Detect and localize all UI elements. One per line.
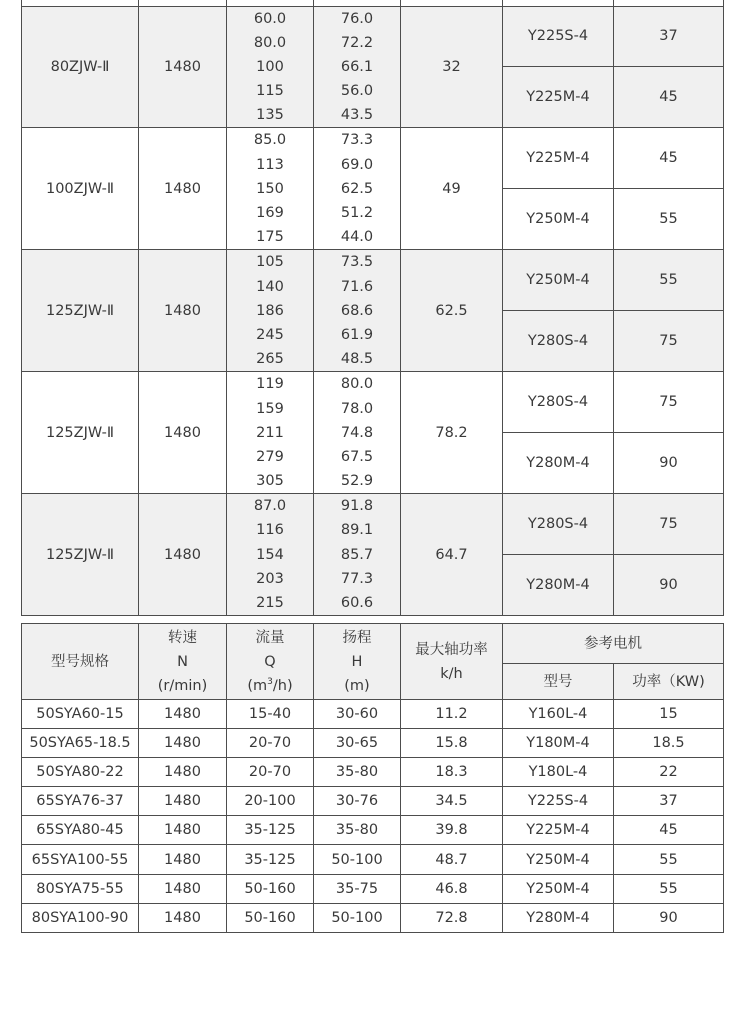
- performance-group-row: [22, 6, 724, 67]
- head-cell-value: 61.9: [340, 326, 374, 343]
- head-cell-value: 60.6: [340, 595, 374, 611]
- flow-cell-value: 87.0: [253, 498, 287, 515]
- header-motor-power: 功率（KW): [614, 664, 724, 700]
- sya-power-cell: 55: [614, 874, 724, 903]
- flow-cell-value: 150: [256, 180, 284, 197]
- sya-flow-cell: 15-40: [227, 700, 314, 729]
- sya-motor-cell: Y280M-4: [503, 903, 614, 932]
- performance-group-row: [22, 250, 724, 311]
- speed-cell: 1480: [139, 494, 227, 616]
- motor-power-cell: 75: [614, 311, 724, 372]
- flow-cell-value: 169: [256, 205, 284, 221]
- sya-model-cell: 50SYA65-18.5: [22, 729, 139, 758]
- sya-table-row: [22, 758, 724, 787]
- speed-cell: 1480: [139, 250, 227, 372]
- sya-table-row: [22, 787, 724, 816]
- header-speed: [139, 624, 227, 700]
- head-cell-value: 67.5: [340, 448, 374, 465]
- sya-flow-cell: 50-160: [227, 874, 314, 903]
- performance-group-row: [22, 128, 724, 189]
- sya-flow-cell: 20-70: [227, 758, 314, 787]
- header-shaft-power: [401, 624, 503, 700]
- sya-flow-cell: 35-125: [227, 816, 314, 845]
- motor-power-cell: 45: [614, 128, 724, 189]
- head-cell-value: 66.1: [340, 58, 374, 75]
- sya-model-cell: 65SYA100-55: [22, 845, 139, 874]
- sya-table-row: [22, 700, 724, 729]
- sya-flow-cell: 35-125: [227, 845, 314, 874]
- sya-motor-cell: Y250M-4: [503, 874, 614, 903]
- flow-cell-value: 203: [256, 570, 284, 587]
- head-cell-value: 80.0: [340, 376, 374, 393]
- flow-cell-value: 100: [256, 58, 284, 75]
- sya-table-body: [22, 700, 724, 933]
- header-model: 型号规格: [22, 624, 139, 700]
- sya-flow-cell: 20-70: [227, 729, 314, 758]
- flow-cell-value: 279: [256, 448, 284, 465]
- sya-flow-cell: 20-100: [227, 787, 314, 816]
- speed-cell: 1480: [139, 372, 227, 494]
- performance-group-row: [22, 494, 724, 555]
- header-flow: [227, 624, 314, 700]
- head-cell-value: 74.8: [340, 424, 374, 441]
- flow-cell: [227, 250, 314, 372]
- header-speed-unit: (r/min): [157, 677, 208, 694]
- flow-cell: [227, 6, 314, 128]
- head-cell: [314, 250, 401, 372]
- flow-cell-value: 119: [256, 376, 284, 393]
- motor-model-cell: Y280S-4: [503, 494, 614, 555]
- sya-table-row: [22, 874, 724, 903]
- header-motor-model: 型号: [503, 664, 614, 700]
- shaft-power-cell: 49: [401, 128, 503, 250]
- sya-head-cell: 30-76: [314, 787, 401, 816]
- header-head-unit: (m): [344, 677, 370, 694]
- sya-shaft-cell: 48.7: [401, 845, 503, 874]
- flow-cell-value: 186: [256, 302, 284, 319]
- flow-cell-value: 80.0: [253, 34, 287, 51]
- flow-cell-value: 140: [256, 278, 284, 295]
- sya-head-cell: 35-80: [314, 758, 401, 787]
- motor-power-cell: 45: [614, 67, 724, 128]
- head-cell: [314, 6, 401, 128]
- sya-motor-cell: Y225S-4: [503, 787, 614, 816]
- sya-model-cell: 80SYA100-90: [22, 903, 139, 932]
- sya-power-cell: 15: [614, 700, 724, 729]
- head-cell-value: 44.0: [340, 229, 374, 246]
- head-cell-value: 91.8: [340, 498, 374, 515]
- shaft-power-cell: 32: [401, 6, 503, 128]
- sya-speed-cell: 1480: [139, 758, 227, 787]
- sya-power-cell: 22: [614, 758, 724, 787]
- sya-spec-table: [21, 623, 724, 933]
- sya-motor-cell: Y160L-4: [503, 700, 614, 729]
- motor-model-cell: Y280S-4: [503, 311, 614, 372]
- head-cell-value: 43.5: [340, 107, 374, 124]
- zjw-table-body: [22, 6, 724, 616]
- sya-table-row: [22, 729, 724, 758]
- sya-head-cell: 50-100: [314, 845, 401, 874]
- sya-speed-cell: 1480: [139, 787, 227, 816]
- flow-cell-value: 265: [256, 351, 284, 368]
- flow-cell-value: 116: [256, 522, 284, 539]
- motor-model-cell: Y225M-4: [503, 128, 614, 189]
- sya-model-cell: 50SYA60-15: [22, 700, 139, 729]
- motor-power-cell: 75: [614, 372, 724, 433]
- shaft-power-cell: 78.2: [401, 372, 503, 494]
- flow-cell-value: 115: [256, 83, 284, 100]
- zjw-performance-table: [21, 0, 724, 616]
- head-cell-value: 77.3: [340, 570, 374, 587]
- head-cell-value: 73.3: [340, 132, 374, 149]
- sya-speed-cell: 1480: [139, 874, 227, 903]
- motor-power-cell: 90: [614, 433, 724, 494]
- header-head-symbol: H: [351, 653, 363, 670]
- sya-model-cell: 50SYA80-22: [22, 758, 139, 787]
- header-speed-title: 转速: [168, 629, 197, 646]
- sya-speed-cell: 1480: [139, 903, 227, 932]
- head-cell: [314, 372, 401, 494]
- flow-cell-value: 245: [256, 326, 284, 343]
- sya-head-cell: 35-75: [314, 874, 401, 903]
- model-cell: 125ZJW-Ⅱ: [22, 494, 139, 616]
- motor-model-cell: Y280M-4: [503, 555, 614, 616]
- sya-speed-cell: 1480: [139, 845, 227, 874]
- sya-model-cell: 65SYA80-45: [22, 816, 139, 845]
- motor-power-cell: 55: [614, 250, 724, 311]
- head-cell: [314, 494, 401, 616]
- sya-power-cell: 45: [614, 816, 724, 845]
- flow-cell-value: 105: [256, 254, 284, 271]
- sya-flow-cell: 50-160: [227, 903, 314, 932]
- head-cell-value: 76.0: [340, 10, 374, 27]
- sya-table-row: [22, 816, 724, 845]
- sya-speed-cell: 1480: [139, 816, 227, 845]
- head-cell: [314, 128, 401, 250]
- motor-model-cell: Y225M-4: [503, 67, 614, 128]
- sya-power-cell: 18.5: [614, 729, 724, 758]
- head-cell-value: 71.6: [340, 278, 374, 295]
- head-cell-value: 62.5: [340, 180, 374, 197]
- head-cell-value: 68.6: [340, 302, 374, 319]
- head-cell-value: 73.5: [340, 254, 374, 271]
- motor-power-cell: 55: [614, 189, 724, 250]
- sya-power-cell: 55: [614, 845, 724, 874]
- head-cell-value: 72.2: [340, 34, 374, 51]
- head-cell-value: 78.0: [340, 400, 374, 417]
- head-cell-value: 89.1: [340, 522, 374, 539]
- speed-cell: 1480: [139, 6, 227, 128]
- sya-shaft-cell: 15.8: [401, 729, 503, 758]
- flow-cell: [227, 372, 314, 494]
- sya-head-cell: 35-80: [314, 816, 401, 845]
- header-head: [314, 624, 401, 700]
- header-flow-unit: $(m^3/h)$: [247, 676, 293, 694]
- sya-shaft-cell: 11.2: [401, 700, 503, 729]
- flow-cell-value: 159: [256, 400, 284, 417]
- header-head-title: 扬程: [342, 629, 372, 646]
- motor-power-cell: 75: [614, 494, 724, 555]
- model-cell: 125ZJW-Ⅱ: [22, 372, 139, 494]
- motor-model-cell: Y250M-4: [503, 189, 614, 250]
- flow-cell-value: 154: [256, 546, 284, 563]
- motor-model-cell: Y280S-4: [503, 372, 614, 433]
- sya-shaft-cell: 72.8: [401, 903, 503, 932]
- sya-shaft-cell: 34.5: [401, 787, 503, 816]
- flow-cell: [227, 494, 314, 616]
- sya-head-cell: 50-100: [314, 903, 401, 932]
- header-shaft-unit: k/h: [440, 665, 463, 682]
- head-cell-value: 85.7: [340, 546, 374, 563]
- motor-power-cell: 37: [614, 6, 724, 67]
- sya-motor-cell: Y225M-4: [503, 816, 614, 845]
- flow-cell-value: 135: [256, 107, 284, 124]
- model-cell: 125ZJW-Ⅱ: [22, 250, 139, 372]
- head-cell-value: 69.0: [340, 156, 374, 173]
- flow-cell-value: 215: [256, 595, 284, 611]
- sya-head-cell: 30-65: [314, 729, 401, 758]
- model-cell: 100ZJW-Ⅱ: [22, 128, 139, 250]
- header-shaft-title: 最大轴功率: [415, 641, 488, 658]
- sya-shaft-cell: 18.3: [401, 758, 503, 787]
- model-cell: 80ZJW-Ⅱ: [22, 6, 139, 128]
- sya-motor-cell: Y180M-4: [503, 729, 614, 758]
- sya-model-cell: 80SYA75-55: [22, 874, 139, 903]
- sya-speed-cell: 1480: [139, 700, 227, 729]
- motor-model-cell: Y250M-4: [503, 250, 614, 311]
- sya-table-header: [22, 624, 724, 700]
- head-cell-value: 56.0: [340, 83, 374, 100]
- flow-cell-value: 175: [256, 229, 284, 246]
- sya-shaft-cell: 39.8: [401, 816, 503, 845]
- flow-cell-value: 305: [256, 473, 284, 490]
- head-cell-value: 51.2: [340, 205, 374, 221]
- performance-group-row: [22, 372, 724, 433]
- sya-head-cell: 30-60: [314, 700, 401, 729]
- sya-motor-cell: Y250M-4: [503, 845, 614, 874]
- header-speed-symbol: N: [177, 653, 188, 670]
- header-flow-symbol: Q: [264, 653, 276, 670]
- sya-model-cell: 65SYA76-37: [22, 787, 139, 816]
- shaft-power-cell: 62.5: [401, 250, 503, 372]
- flow-cell-value: 60.0: [253, 10, 287, 27]
- head-cell-value: 52.9: [340, 473, 374, 490]
- shaft-power-cell: 64.7: [401, 494, 503, 616]
- sya-speed-cell: 1480: [139, 729, 227, 758]
- sya-shaft-cell: 46.8: [401, 874, 503, 903]
- sya-motor-cell: Y180L-4: [503, 758, 614, 787]
- sya-table-row: [22, 845, 724, 874]
- flow-cell-value: 113: [256, 156, 284, 173]
- head-cell-value: 48.5: [340, 351, 374, 368]
- sya-table-row: [22, 903, 724, 932]
- sya-power-cell: 90: [614, 903, 724, 932]
- speed-cell: 1480: [139, 128, 227, 250]
- header-motor-group: 参考电机: [503, 624, 724, 664]
- flow-cell-value: 211: [256, 424, 284, 441]
- sya-power-cell: 37: [614, 787, 724, 816]
- flow-cell: [227, 128, 314, 250]
- flow-cell-value: 85.0: [253, 132, 287, 149]
- header-flow-title: 流量: [255, 629, 285, 646]
- motor-power-cell: 90: [614, 555, 724, 616]
- motor-model-cell: Y225S-4: [503, 6, 614, 67]
- motor-model-cell: Y280M-4: [503, 433, 614, 494]
